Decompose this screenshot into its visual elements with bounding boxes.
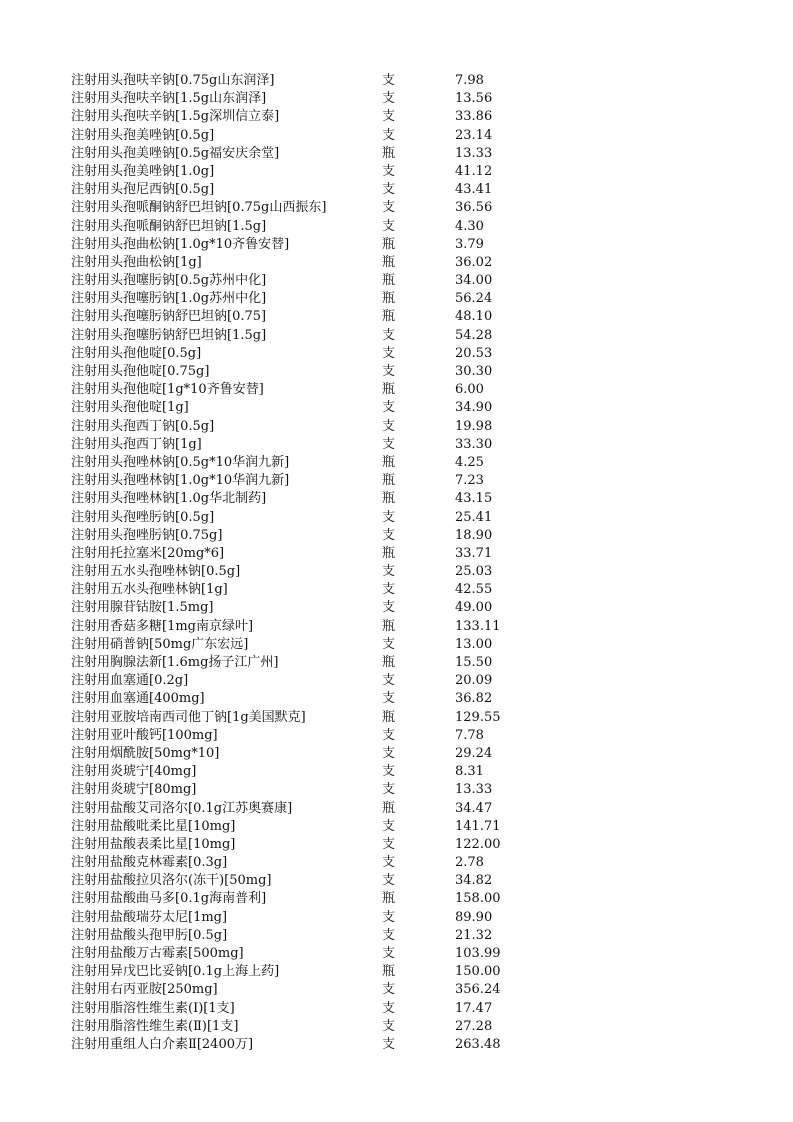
unit: 支	[382, 163, 396, 179]
price: 2.78	[455, 855, 484, 871]
drug-name: 注射用头孢唑林钠[0.5g*10华润九新]	[71, 454, 290, 470]
unit: 瓶	[382, 545, 396, 561]
drug-name: 注射用盐酸表柔比星[10mg]	[71, 836, 236, 852]
drug-name: 注射用头孢尼西钠[0.5g]	[71, 182, 215, 198]
unit: 支	[382, 364, 396, 379]
drug-name: 注射用头孢噻肟钠舒巴坦钠[1.5g]	[71, 327, 267, 343]
table-row	[0, 290, 793, 308]
table-row	[0, 854, 793, 872]
drug-name: 注射用盐酸艾司洛尔[0.1g江苏奥赛康]	[71, 800, 293, 816]
unit: 支	[382, 418, 396, 434]
unit: 支	[382, 600, 396, 616]
unit: 瓶	[382, 891, 396, 907]
table-row	[0, 1000, 793, 1018]
unit: 支	[382, 127, 396, 143]
drug-name: 注射用头孢噻肟钠[1.0g苏州中化]	[71, 291, 267, 307]
price: 122.00	[455, 836, 501, 852]
price: 34.47	[455, 800, 493, 816]
unit: 瓶	[382, 800, 396, 816]
drug-name: 注射用头孢呋辛钠[0.75g山东润泽]	[71, 73, 275, 88]
unit: 瓶	[382, 145, 396, 161]
table-row	[0, 199, 793, 217]
unit: 支	[382, 982, 396, 998]
unit: 瓶	[382, 236, 396, 252]
price: 6.00	[455, 382, 484, 398]
table-row	[0, 254, 793, 272]
drug-name: 注射用头孢他啶[0.5g]	[71, 345, 202, 361]
table-row	[0, 472, 793, 490]
table-row	[0, 218, 793, 236]
drug-name: 注射用脂溶性维生素(Ⅰ)[1支]	[71, 1000, 235, 1016]
drug-name: 注射用香菇多糖[1mg南京绿叶]	[71, 618, 254, 634]
unit: 瓶	[382, 964, 396, 980]
price: 34.82	[455, 873, 493, 889]
unit: 瓶	[382, 709, 396, 725]
table-row	[0, 145, 793, 163]
unit: 支	[382, 400, 396, 416]
table-row	[0, 399, 793, 417]
price: 18.90	[455, 527, 493, 543]
price: 33.30	[455, 436, 493, 452]
unit: 支	[382, 200, 396, 216]
price: 27.28	[455, 1018, 493, 1034]
price: 29.24	[455, 745, 493, 761]
table-row	[0, 1036, 793, 1054]
drug-name: 注射用头孢唑林钠[1.0g华北制药]	[71, 491, 267, 507]
price: 19.98	[455, 418, 493, 434]
drug-name: 注射用重组人白介素Ⅱ[2400万]	[71, 1036, 254, 1052]
price: 15.50	[455, 655, 493, 670]
drug-name: 注射用头孢噻肟钠[0.5g苏州中化]	[71, 273, 267, 289]
price: 49.00	[455, 600, 493, 616]
price: 356.24	[455, 982, 501, 998]
drug-name: 注射用炎琥宁[80mg]	[71, 782, 197, 798]
price: 7.78	[455, 727, 484, 743]
unit: 瓶	[382, 473, 396, 489]
drug-name: 注射用头孢呋辛钠[1.5g山东润泽]	[71, 91, 267, 107]
price: 43.41	[455, 182, 493, 198]
table-row	[0, 1018, 793, 1036]
price: 158.00	[455, 891, 501, 907]
price: 23.14	[455, 127, 493, 143]
drug-name: 注射用异戊巴比妥钠[0.1g上海上药]	[71, 964, 280, 980]
drug-name: 注射用头孢美唑钠[1.0g]	[71, 163, 215, 179]
drug-name: 注射用盐酸拉贝洛尔(冻干)[50mg]	[71, 873, 272, 889]
table-row	[0, 618, 793, 636]
unit: 瓶	[382, 618, 396, 634]
table-row	[0, 327, 793, 345]
drug-name: 注射用盐酸头孢甲肟[0.5g]	[71, 927, 228, 943]
drug-name: 注射用胸腺法新[1.6mg扬子江广州]	[71, 655, 279, 670]
table-row	[0, 127, 793, 145]
table-row	[0, 581, 793, 599]
drug-name: 注射用头孢西丁钠[1g]	[71, 436, 202, 452]
table-row	[0, 927, 793, 945]
unit: 支	[382, 327, 396, 343]
table-row	[0, 509, 793, 527]
drug-name: 注射用炎琥宁[40mg]	[71, 764, 197, 780]
unit: 支	[382, 873, 396, 889]
table-row	[0, 527, 793, 545]
unit: 支	[382, 764, 396, 780]
price: 17.47	[455, 1000, 493, 1016]
drug-name: 注射用右丙亚胺[250mg]	[71, 982, 218, 998]
price: 33.71	[455, 545, 493, 561]
price: 34.00	[455, 273, 493, 289]
table-row	[0, 599, 793, 617]
price: 103.99	[455, 946, 501, 961]
drug-name: 注射用硝普钠[50mg广东宏远]	[71, 636, 249, 652]
price: 13.33	[455, 782, 493, 798]
drug-name: 注射用五水头孢唑林钠[0.5g]	[71, 564, 241, 580]
unit: 支	[382, 527, 396, 543]
drug-name: 注射用头孢唑肟钠[0.75g]	[71, 527, 223, 543]
drug-name: 注射用托拉塞米[20mg*6]	[71, 545, 225, 561]
price: 36.82	[455, 691, 493, 707]
unit: 支	[382, 818, 396, 834]
price: 7.98	[455, 73, 484, 88]
unit: 支	[382, 909, 396, 925]
drug-name: 注射用头孢哌酮钠舒巴坦钠[0.75g山西振东]	[71, 200, 327, 216]
table-row	[0, 308, 793, 326]
unit: 支	[382, 182, 396, 198]
drug-name: 注射用盐酸吡柔比星[10mg]	[71, 818, 236, 834]
table-row	[0, 454, 793, 472]
table-row	[0, 272, 793, 290]
unit: 支	[382, 927, 396, 943]
table-row	[0, 72, 793, 90]
price: 4.30	[455, 218, 484, 234]
table-row	[0, 745, 793, 763]
drug-name: 注射用头孢西丁钠[0.5g]	[71, 418, 215, 434]
price: 33.86	[455, 109, 493, 125]
drug-name: 注射用头孢唑林钠[1.0g*10华润九新]	[71, 473, 290, 489]
drug-name: 注射用头孢美唑钠[0.5g福安庆余堂]	[71, 145, 280, 161]
drug-name: 注射用头孢哌酮钠舒巴坦钠[1.5g]	[71, 218, 267, 234]
unit: 瓶	[382, 291, 396, 307]
price: 34.90	[455, 400, 493, 416]
unit: 支	[382, 745, 396, 761]
table-row	[0, 818, 793, 836]
table-row	[0, 654, 793, 672]
table-row	[0, 236, 793, 254]
price: 42.55	[455, 582, 493, 598]
drug-name: 注射用头孢他啶[1g]	[71, 400, 189, 416]
price: 30.30	[455, 364, 493, 379]
drug-name: 注射用盐酸克林霉素[0.3g]	[71, 855, 228, 871]
unit: 支	[382, 218, 396, 234]
table-row	[0, 363, 793, 381]
price: 263.48	[455, 1036, 501, 1052]
table-row	[0, 690, 793, 708]
unit: 支	[382, 1036, 396, 1052]
price: 89.90	[455, 909, 493, 925]
price: 36.02	[455, 254, 493, 270]
unit: 支	[382, 727, 396, 743]
drug-name: 注射用盐酸曲马多[0.1g海南普利]	[71, 891, 267, 907]
price: 20.53	[455, 345, 493, 361]
drug-name: 注射用头孢曲松钠[1.0g*10齐鲁安替]	[71, 236, 290, 252]
price: 41.12	[455, 163, 493, 179]
price: 25.41	[455, 509, 493, 525]
unit: 支	[382, 1018, 396, 1034]
table-row	[0, 436, 793, 454]
drug-name: 注射用盐酸万古霉素[500mg]	[71, 946, 244, 961]
price: 141.71	[455, 818, 501, 834]
unit: 支	[382, 782, 396, 798]
table-row	[0, 108, 793, 126]
unit: 瓶	[382, 454, 396, 470]
price: 43.15	[455, 491, 493, 507]
unit: 瓶	[382, 655, 396, 670]
table-row	[0, 890, 793, 908]
unit: 支	[382, 91, 396, 107]
unit: 支	[382, 855, 396, 871]
unit: 支	[382, 509, 396, 525]
price: 129.55	[455, 709, 501, 725]
table-row	[0, 781, 793, 799]
table-row	[0, 709, 793, 727]
table-row	[0, 909, 793, 927]
drug-name: 注射用亚叶酸钙[100mg]	[71, 727, 218, 743]
price: 21.32	[455, 927, 493, 943]
table-row	[0, 945, 793, 963]
table-row	[0, 545, 793, 563]
price: 20.09	[455, 673, 493, 689]
unit: 支	[382, 564, 396, 580]
price-list	[0, 72, 793, 1054]
price: 7.23	[455, 473, 484, 489]
price: 36.56	[455, 200, 493, 216]
unit: 瓶	[382, 254, 396, 270]
table-row	[0, 490, 793, 508]
drug-name: 注射用脂溶性维生素(Ⅱ)[1支]	[71, 1018, 239, 1034]
unit: 支	[382, 436, 396, 452]
table-row	[0, 563, 793, 581]
drug-name: 注射用血塞通[400mg]	[71, 691, 205, 707]
table-row	[0, 381, 793, 399]
unit: 支	[382, 1000, 396, 1016]
table-row	[0, 836, 793, 854]
table-row	[0, 872, 793, 890]
table-row	[0, 672, 793, 690]
drug-name: 注射用烟酰胺[50mg*10]	[71, 745, 220, 761]
table-row	[0, 418, 793, 436]
drug-name: 注射用头孢他啶[0.75g]	[71, 364, 210, 379]
drug-name: 注射用盐酸瑞芬太尼[1mg]	[71, 909, 228, 925]
price: 13.33	[455, 145, 493, 161]
price: 4.25	[455, 454, 484, 470]
unit: 支	[382, 345, 396, 361]
drug-name: 注射用血塞通[0.2g]	[71, 673, 189, 689]
table-row	[0, 90, 793, 108]
unit: 支	[382, 946, 396, 961]
unit: 瓶	[382, 491, 396, 507]
drug-name: 注射用亚胺培南西司他丁钠[1g美国默克]	[71, 709, 306, 725]
table-row	[0, 981, 793, 999]
drug-name: 注射用头孢他啶[1g*10齐鲁安替]	[71, 382, 264, 398]
price: 56.24	[455, 291, 493, 307]
table-row	[0, 800, 793, 818]
table-row	[0, 181, 793, 199]
price: 8.31	[455, 764, 484, 780]
drug-name: 注射用头孢美唑钠[0.5g]	[71, 127, 215, 143]
table-row	[0, 963, 793, 981]
drug-name: 注射用头孢唑肟钠[0.5g]	[71, 509, 215, 525]
drug-name: 注射用头孢噻肟钠舒巴坦钠[0.75]	[71, 309, 267, 325]
price: 54.28	[455, 327, 493, 343]
table-row	[0, 345, 793, 363]
unit: 支	[382, 636, 396, 652]
table-row	[0, 727, 793, 745]
drug-name: 注射用头孢曲松钠[1g]	[71, 254, 202, 270]
unit: 支	[382, 673, 396, 689]
unit: 瓶	[382, 309, 396, 325]
table-row	[0, 163, 793, 181]
unit: 支	[382, 73, 396, 88]
price: 150.00	[455, 964, 501, 980]
price: 13.56	[455, 91, 493, 107]
price: 133.11	[455, 618, 501, 634]
drug-name: 注射用头孢呋辛钠[1.5g深圳信立泰]	[71, 109, 280, 125]
unit: 支	[382, 836, 396, 852]
unit: 瓶	[382, 382, 396, 398]
price: 25.03	[455, 564, 493, 580]
drug-name: 注射用腺苷钴胺[1.5mg]	[71, 600, 214, 616]
table-row	[0, 636, 793, 654]
table-row	[0, 763, 793, 781]
price: 3.79	[455, 236, 484, 252]
unit: 瓶	[382, 273, 396, 289]
unit: 支	[382, 582, 396, 598]
unit: 支	[382, 109, 396, 125]
price: 48.10	[455, 309, 493, 325]
unit: 支	[382, 691, 396, 707]
drug-name: 注射用五水头孢唑林钠[1g]	[71, 582, 228, 598]
price: 13.00	[455, 636, 493, 652]
